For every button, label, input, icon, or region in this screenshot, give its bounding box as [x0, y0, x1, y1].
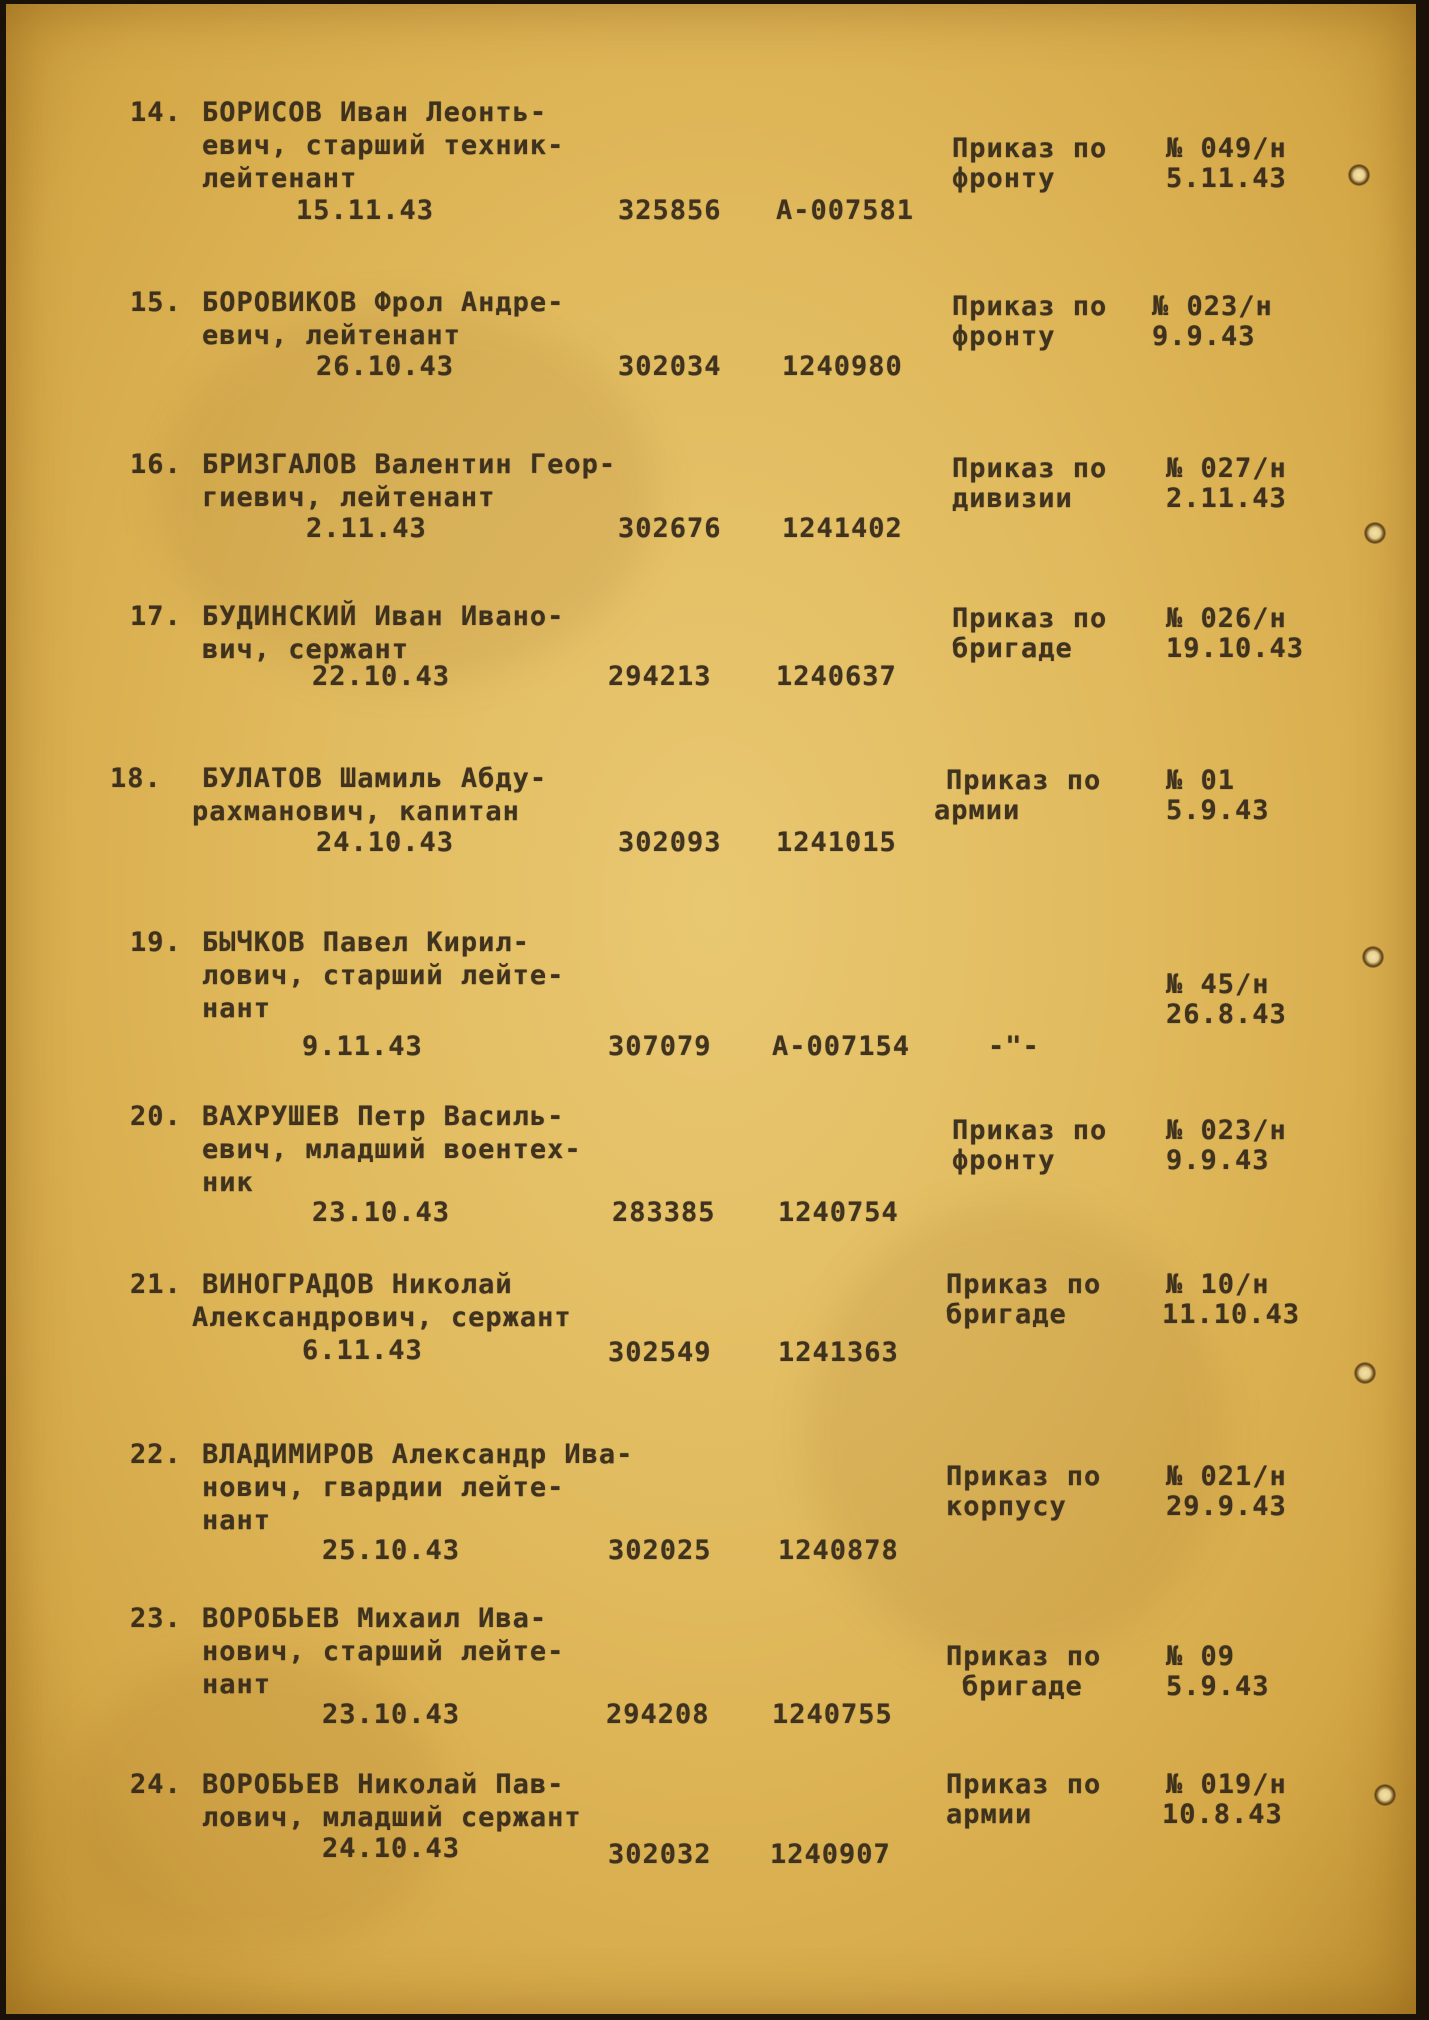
order-number: № 023/н	[1152, 291, 1273, 322]
order-number: № 049/н	[1166, 133, 1287, 164]
name-line: евич, старший техник-	[202, 130, 565, 161]
code-number: 302034	[618, 351, 722, 382]
award-date: 23.10.43	[322, 1699, 461, 1730]
award-date: 23.10.43	[312, 1197, 451, 1228]
award-number: 1240878	[778, 1535, 899, 1566]
entry-number: 14.	[130, 97, 182, 128]
award-number: 1241402	[782, 513, 903, 544]
award-date: 9.11.43	[302, 1031, 423, 1062]
entry-number: 15.	[130, 287, 182, 318]
award-number: 1240754	[778, 1197, 899, 1228]
order-type: Приказ по	[952, 1115, 1108, 1146]
code-number: 302676	[618, 513, 722, 544]
entry-number: 24.	[130, 1769, 182, 1800]
order-type: Приказ по	[952, 453, 1108, 484]
award-date: 25.10.43	[322, 1535, 461, 1566]
order-date: 29.9.43	[1166, 1491, 1287, 1522]
award-number: А-007581	[776, 195, 915, 226]
name-line: гиевич, лейтенант	[202, 482, 496, 513]
award-number: 1240980	[782, 351, 903, 382]
award-number: 1241363	[778, 1337, 899, 1368]
order-type: Приказ по	[952, 603, 1108, 634]
name-line: БЫЧКОВ Павел Кирил-	[202, 927, 530, 958]
order-date: 9.9.43	[1166, 1145, 1270, 1176]
entry-number: 19.	[130, 927, 182, 958]
code-number: 283385	[612, 1197, 716, 1228]
order-date: 10.8.43	[1162, 1799, 1283, 1830]
order-number: № 10/н	[1166, 1269, 1270, 1300]
name-line: Александрович, сержант	[192, 1302, 572, 1333]
order-number: № 09	[1166, 1641, 1236, 1672]
entry-number: 20.	[130, 1101, 182, 1132]
code-number: 302093	[618, 827, 722, 858]
name-line: нант	[202, 993, 272, 1024]
award-date: 24.10.43	[322, 1833, 461, 1864]
entry-number: 22.	[130, 1439, 182, 1470]
code-number: 307079	[608, 1031, 712, 1062]
order-number: № 027/н	[1166, 453, 1287, 484]
punch-hole	[1374, 1784, 1396, 1806]
code-number: 302032	[608, 1839, 712, 1870]
name-line: нант	[202, 1669, 272, 1700]
order-type: дивизии	[952, 483, 1073, 514]
award-date: 6.11.43	[302, 1335, 423, 1366]
name-line: ВАХРУШЕВ Петр Василь-	[202, 1101, 565, 1132]
name-line: лейтенант	[202, 163, 358, 194]
punch-hole	[1362, 946, 1384, 968]
order-number: № 019/н	[1166, 1769, 1287, 1800]
award-number: 1240755	[772, 1699, 893, 1730]
name-line: БУДИНСКИЙ Иван Ивано-	[202, 601, 565, 632]
order-number: № 45/н	[1166, 969, 1270, 1000]
name-line: БУЛАТОВ Шамиль Абду-	[202, 763, 548, 794]
code-number: 302549	[608, 1337, 712, 1368]
order-date: 11.10.43	[1162, 1299, 1301, 1330]
name-line: ВЛАДИМИРОВ Александр Ива-	[202, 1439, 634, 1470]
order-type: Приказ по	[952, 291, 1108, 322]
code-number: 294208	[606, 1699, 710, 1730]
name-line: вич, сержант	[202, 634, 410, 665]
entry-number: 17.	[130, 601, 182, 632]
order-type: армии	[934, 795, 1021, 826]
order-type: Приказ по	[946, 1641, 1102, 1672]
entry-number: 18.	[110, 763, 162, 794]
order-number: № 023/н	[1166, 1115, 1287, 1146]
order-type: -"-	[988, 1031, 1040, 1062]
entry-number: 21.	[130, 1269, 182, 1300]
code-number: 294213	[608, 661, 712, 692]
order-number: № 021/н	[1166, 1461, 1287, 1492]
award-number: 1240637	[776, 661, 897, 692]
name-line: БРИЗГАЛОВ Валентин Геор-	[202, 449, 617, 480]
award-date: 2.11.43	[306, 513, 427, 544]
order-type: Приказ по	[952, 133, 1108, 164]
order-date: 5.9.43	[1166, 795, 1270, 826]
name-line: БОРИСОВ Иван Леонть-	[202, 97, 548, 128]
order-type: Приказ по	[946, 1769, 1102, 1800]
award-number: 1240907	[770, 1839, 891, 1870]
order-date: 5.9.43	[1166, 1671, 1270, 1702]
order-date: 2.11.43	[1166, 483, 1287, 514]
name-line: лович, младший сержант	[202, 1802, 582, 1833]
name-line: лович, старший лейте-	[202, 960, 565, 991]
award-date: 15.11.43	[296, 195, 435, 226]
award-date: 24.10.43	[316, 827, 455, 858]
order-type: армии	[946, 1799, 1033, 1830]
entry-number: 23.	[130, 1603, 182, 1634]
order-type: фронту	[952, 1145, 1056, 1176]
order-type: фронту	[952, 163, 1056, 194]
punch-hole	[1364, 522, 1386, 544]
award-date: 22.10.43	[312, 661, 451, 692]
order-number: № 01	[1166, 765, 1236, 796]
order-date: 9.9.43	[1152, 321, 1256, 352]
award-date: 26.10.43	[316, 351, 455, 382]
name-line: евич, лейтенант	[202, 320, 461, 351]
order-type: Приказ по	[946, 1461, 1102, 1492]
order-number: № 026/н	[1166, 603, 1287, 634]
code-number: 325856	[618, 195, 722, 226]
name-line: нант	[202, 1505, 272, 1536]
order-date: 19.10.43	[1166, 633, 1305, 664]
award-number: А-007154	[772, 1031, 911, 1062]
name-line: рахманович, капитан	[192, 796, 520, 827]
code-number: 302025	[608, 1535, 712, 1566]
name-line: нович, старший лейте-	[202, 1636, 565, 1667]
name-line: ВОРОБЬЕВ Николай Пав-	[202, 1769, 565, 1800]
order-type: бригаде	[962, 1671, 1083, 1702]
name-line: нович, гвардии лейте-	[202, 1472, 565, 1503]
order-type: корпусу	[946, 1491, 1067, 1522]
punch-hole	[1354, 1362, 1376, 1384]
name-line: ник	[202, 1167, 254, 1198]
name-line: евич, младший воентех-	[202, 1134, 582, 1165]
entry-number: 16.	[130, 449, 182, 480]
order-date: 26.8.43	[1166, 999, 1287, 1030]
order-type: бригаде	[946, 1299, 1067, 1330]
order-type: Приказ по	[946, 1269, 1102, 1300]
order-type: бригаде	[952, 633, 1073, 664]
punch-hole	[1348, 164, 1370, 186]
document-page	[6, 4, 1416, 2014]
order-date: 5.11.43	[1166, 163, 1287, 194]
name-line: ВОРОБЬЕВ Михаил Ива-	[202, 1603, 548, 1634]
award-number: 1241015	[776, 827, 897, 858]
order-type: фронту	[952, 321, 1056, 352]
name-line: ВИНОГРАДОВ Николай	[202, 1269, 513, 1300]
order-type: Приказ по	[946, 765, 1102, 796]
name-line: БОРОВИКОВ Фрол Андре-	[202, 287, 565, 318]
